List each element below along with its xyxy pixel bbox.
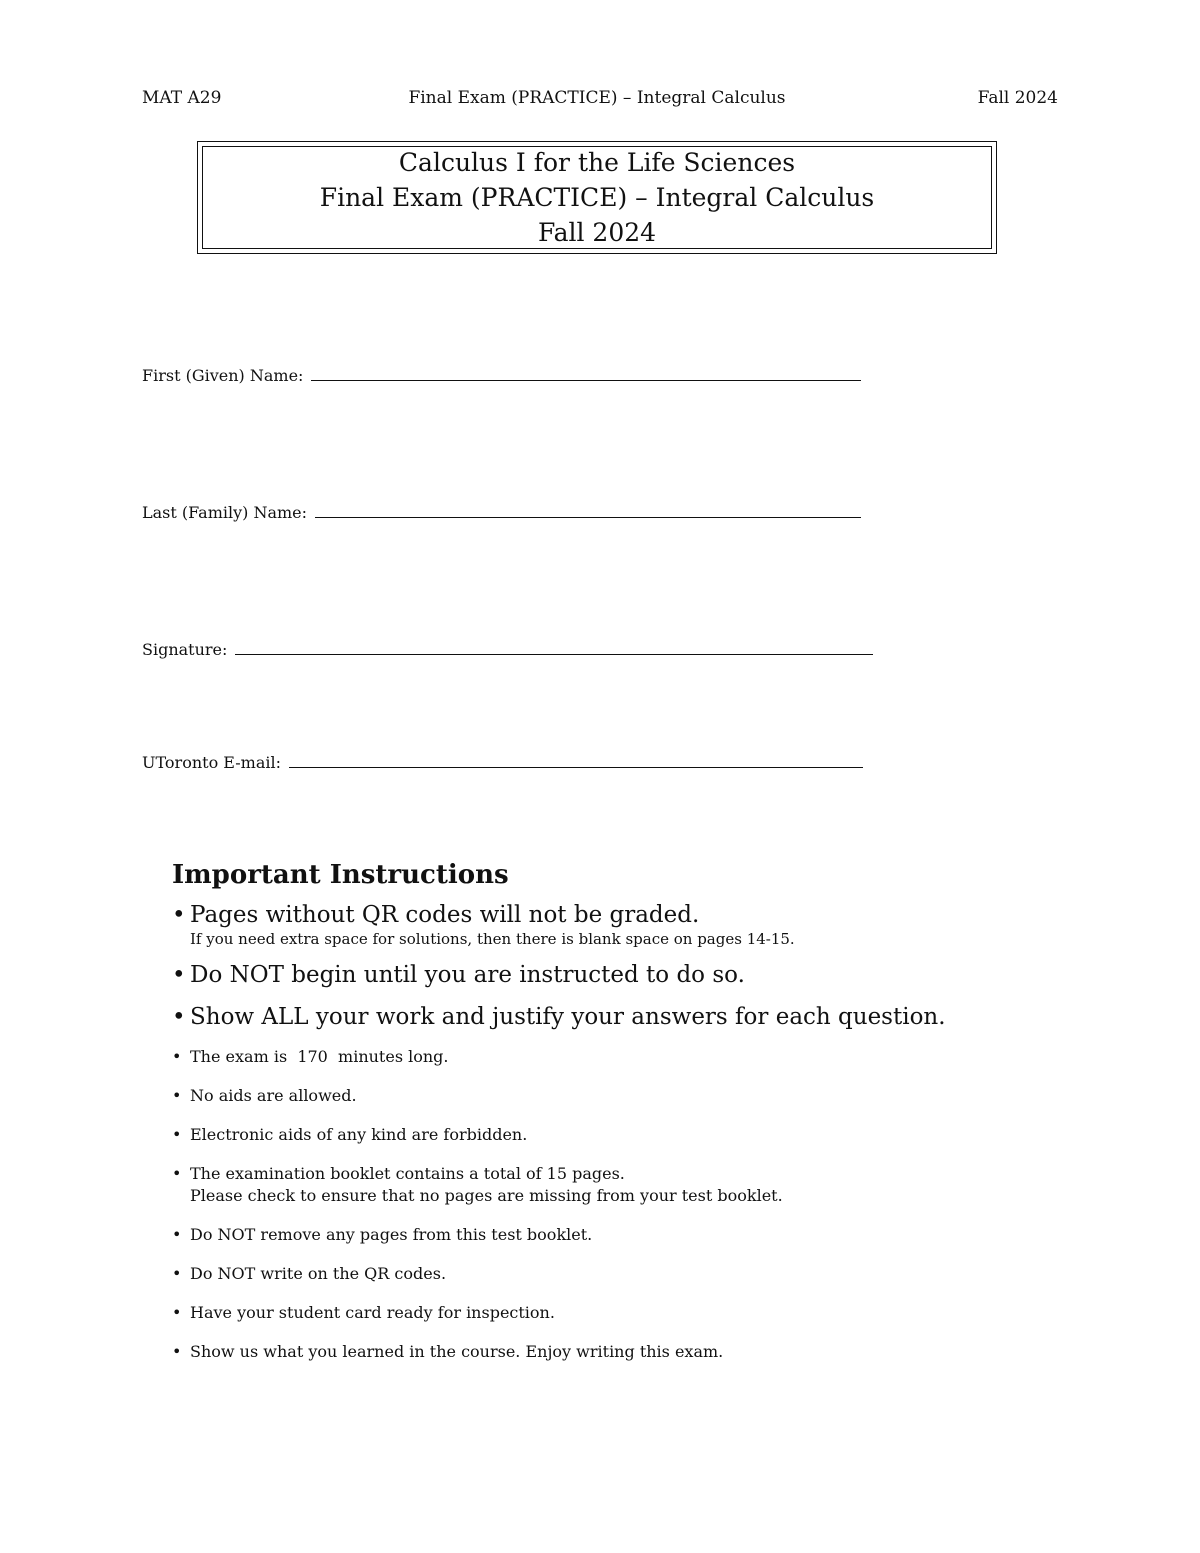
list-item — [172, 900, 1072, 948]
bullet-icon: • — [172, 1004, 186, 1030]
list-item-text: Pages without QR codes will not be graded. — [190, 902, 700, 928]
email-label: UToronto E-mail: — [142, 753, 281, 772]
bullet-icon: • — [172, 1342, 182, 1361]
list-item-text: The exam is 170 minutes long. — [190, 1047, 449, 1066]
list-item — [172, 1163, 1072, 1207]
list-item — [172, 1124, 1072, 1146]
bullet-icon: • — [172, 1047, 182, 1066]
bullet-icon: • — [172, 902, 186, 928]
list-item — [172, 1263, 1072, 1285]
email-field[interactable] — [142, 753, 863, 772]
email-line[interactable] — [289, 766, 863, 768]
signature-field[interactable] — [142, 640, 873, 659]
list-item — [172, 1302, 1072, 1324]
signature-label: Signature: — [142, 640, 228, 659]
last-name-line[interactable] — [315, 516, 861, 518]
list-item-text: The examination booklet contains a total of 15 pages. — [190, 1164, 625, 1183]
signature-line[interactable] — [235, 653, 873, 655]
list-item-subtext: If you need extra space for solutions, then there is blank space on pages 14-15. — [190, 930, 795, 948]
bullet-icon: • — [172, 1225, 182, 1244]
instructions-section — [172, 860, 1072, 1363]
instructions-heading: Important Instructions — [172, 860, 509, 890]
bullet-icon: • — [172, 1164, 182, 1183]
bullet-icon: • — [172, 1125, 182, 1144]
bullet-icon: • — [172, 1086, 182, 1105]
list-item — [172, 1341, 1072, 1363]
list-item — [172, 1046, 1072, 1068]
list-item-text: No aids are allowed. — [190, 1086, 357, 1105]
header-course: MAT A29 — [142, 88, 222, 108]
list-item-subtext: Please check to ensure that no pages are missing from your test booklet. — [190, 1186, 783, 1205]
title-line-exam: Final Exam (PRACTICE) – Integral Calculus — [319, 183, 875, 212]
first-name-line[interactable] — [311, 379, 861, 381]
list-item-text: Show us what you learned in the course. Enjoy writing this exam. — [190, 1342, 724, 1361]
header-exam-title: Final Exam (PRACTICE) – Integral Calculus — [408, 88, 786, 108]
list-item — [172, 1224, 1072, 1246]
list-item-text: Do NOT remove any pages from this test booklet. — [190, 1225, 593, 1244]
list-item-text: Electronic aids of any kind are forbidden. — [190, 1125, 528, 1144]
list-item-text: Do NOT begin until you are instructed to do so. — [190, 962, 745, 988]
bullet-icon: • — [172, 1264, 182, 1283]
list-item — [172, 1002, 1072, 1032]
last-name-field[interactable] — [142, 503, 861, 522]
last-name-label: Last (Family) Name: — [142, 503, 308, 522]
title-line-term: Fall 2024 — [537, 218, 657, 247]
header-term: Fall 2024 — [977, 88, 1058, 108]
list-item — [172, 1085, 1072, 1107]
first-name-field[interactable] — [142, 366, 861, 385]
list-item-text: Have your student card ready for inspection. — [190, 1303, 555, 1322]
bullet-icon: • — [172, 1303, 182, 1322]
title-line-course: Calculus I for the Life Sciences — [398, 148, 796, 177]
title-box — [197, 141, 997, 254]
title-box-inner — [202, 146, 992, 249]
list-item — [172, 960, 1072, 990]
bullet-icon: • — [172, 962, 186, 988]
list-item-text: Do NOT write on the QR codes. — [190, 1264, 447, 1283]
list-item-text: Show ALL your work and justify your answers for each question. — [190, 1004, 946, 1030]
first-name-label: First (Given) Name: — [142, 366, 304, 385]
